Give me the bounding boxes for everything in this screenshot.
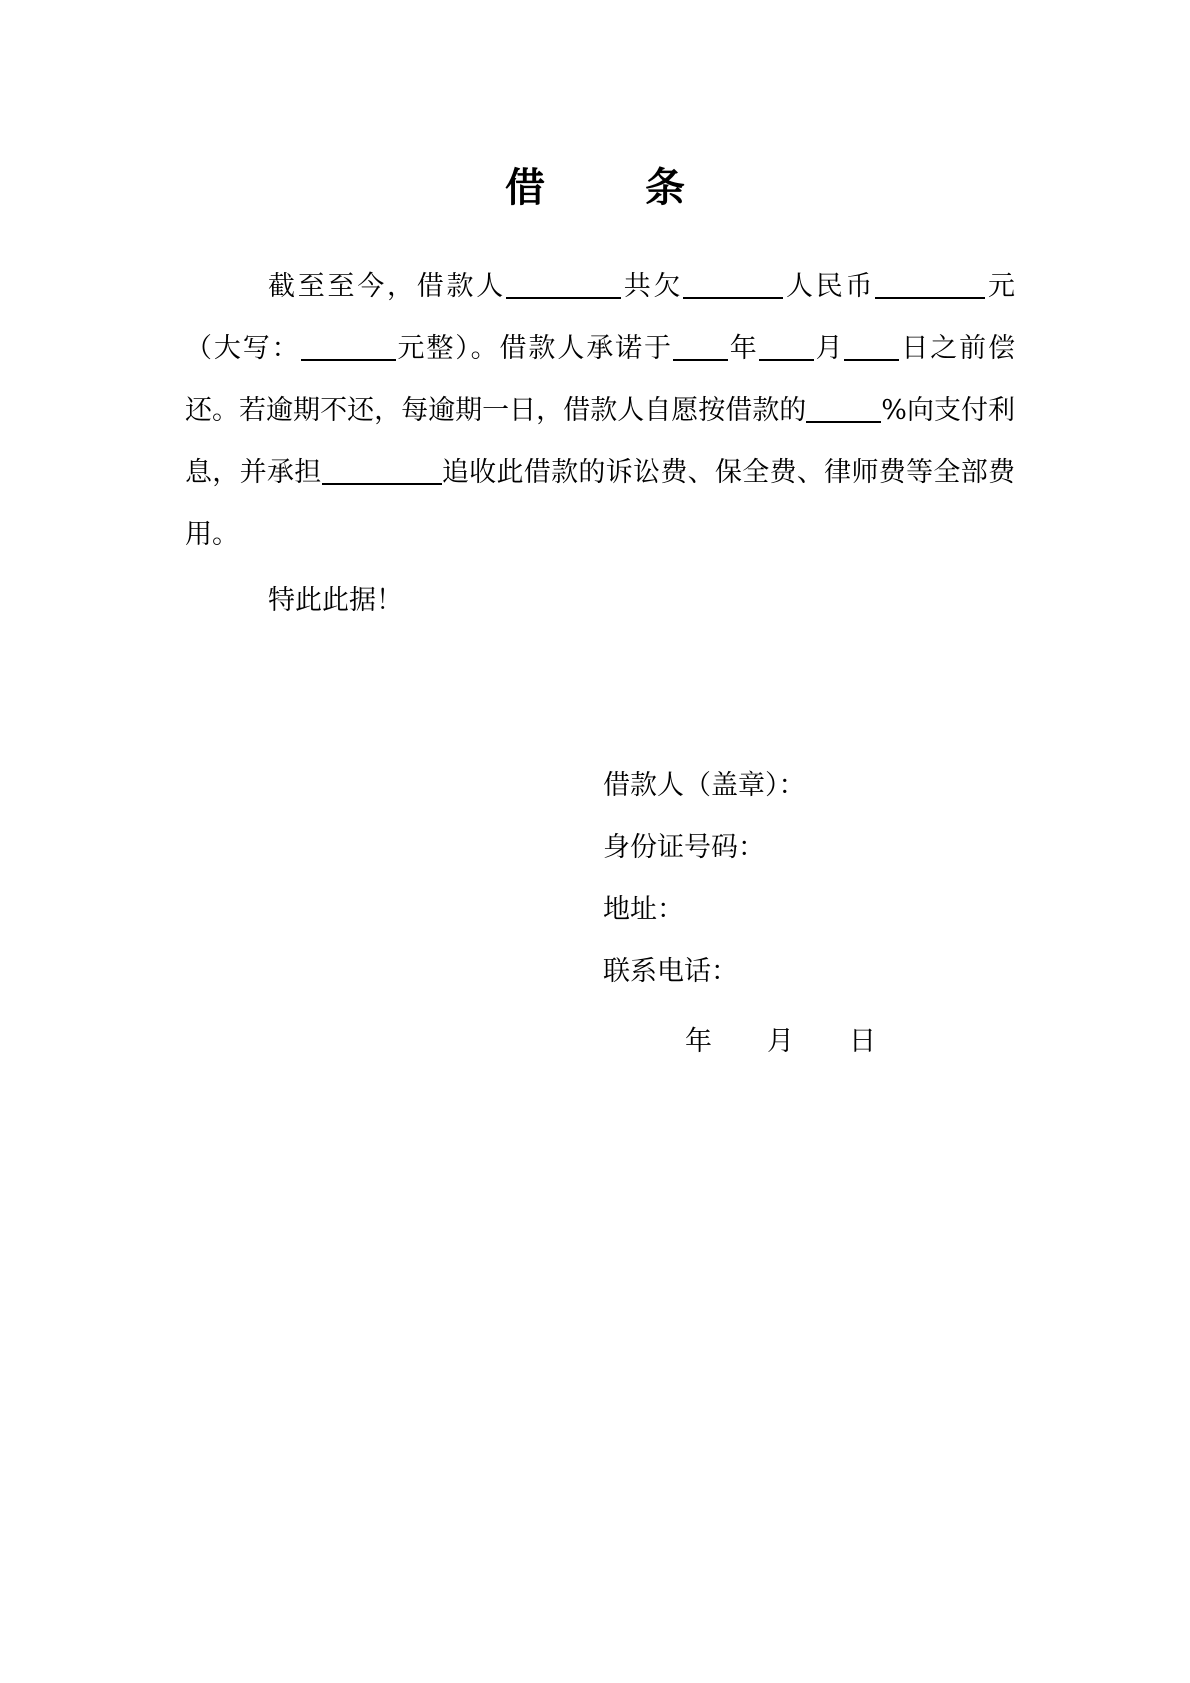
text-segment: 日之前偿还。若逾期不还，每逾期一日，借款人自愿按借款的	[185, 333, 1016, 426]
text-segment: 共欠	[621, 271, 684, 302]
blank-amount-uppercase[interactable]	[301, 331, 396, 361]
blank-lender-name[interactable]	[683, 269, 783, 299]
date-month-label: 月	[767, 1026, 794, 1057]
id-number-label: 身份证号码：	[603, 832, 765, 863]
blank-month[interactable]	[759, 331, 814, 361]
closing-statement: 特此此据！	[268, 585, 403, 616]
text-segment: 月	[813, 333, 845, 364]
blank-day[interactable]	[844, 331, 899, 361]
document-title: 借 条	[505, 164, 715, 211]
blank-year[interactable]	[673, 331, 728, 361]
blank-interest-rate[interactable]	[806, 393, 881, 423]
text-segment: 元整）。借款人承诺于	[395, 333, 673, 364]
blank-liable-party[interactable]	[322, 455, 442, 485]
phone-label: 联系电话：	[603, 956, 738, 987]
address-label: 地址：	[603, 894, 684, 925]
text-segment: 元（大写：	[185, 271, 1015, 364]
text-segment: %向支付利息，并承担	[185, 395, 1016, 488]
date-day-label: 日	[849, 1026, 876, 1057]
signature-date	[685, 1011, 876, 1073]
text-segment: 人民币	[783, 271, 876, 302]
loan-body-paragraph	[185, 256, 1015, 566]
signature-block	[603, 755, 806, 1003]
borrower-seal-label: 借款人（盖章）：	[603, 770, 806, 801]
blank-amount[interactable]	[875, 269, 985, 299]
blank-borrower-name[interactable]	[506, 269, 621, 299]
date-year-label: 年	[685, 1026, 712, 1057]
text-segment: 截至至今，借款人	[268, 271, 506, 302]
text-segment: 年	[727, 333, 759, 364]
text-segment: 追收此借款的诉讼费、保全费、律师费等全部费用。	[185, 457, 1016, 550]
